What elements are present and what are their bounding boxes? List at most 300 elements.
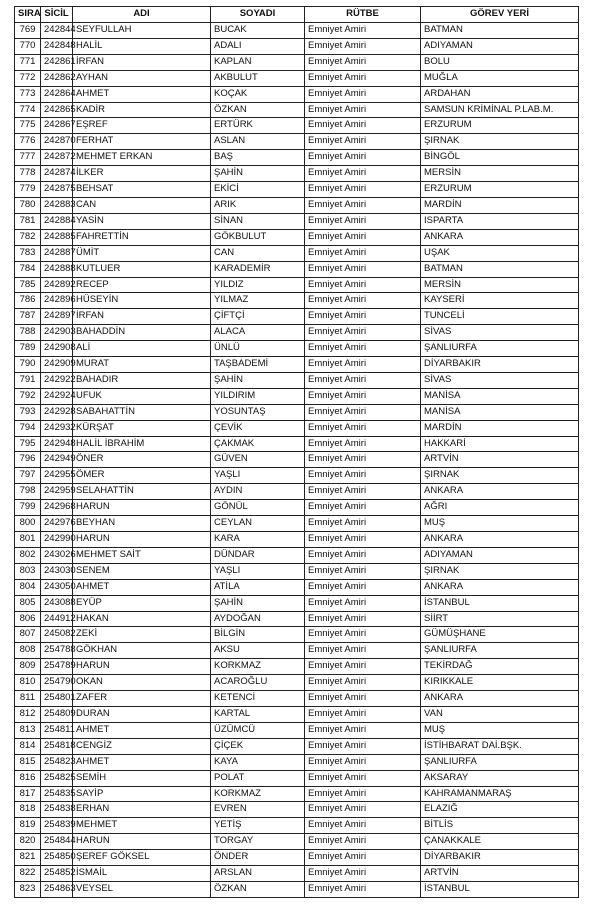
cell-gorev-yeri: MANİSA: [421, 404, 579, 420]
cell-adi: AYHAN: [73, 70, 211, 86]
cell-rutbe: Emniyet Amiri: [305, 675, 421, 691]
cell-sicil: 244912: [41, 611, 73, 627]
cell-gorev-yeri: DİYARBAKIR: [421, 357, 579, 373]
cell-sicil: 242924: [41, 388, 73, 404]
cell-adi: BEHSAT: [73, 182, 211, 198]
cell-gorev-yeri: ADIYAMAN: [421, 38, 579, 54]
cell-sira: 792: [15, 388, 41, 404]
cell-sicil: 254788: [41, 643, 73, 659]
cell-sira: 815: [15, 754, 41, 770]
cell-sicil: 242883: [41, 197, 73, 213]
cell-sira: 794: [15, 420, 41, 436]
cell-soyadi: ÇEVİK: [211, 420, 305, 436]
cell-soyadi: KARA: [211, 532, 305, 548]
cell-gorev-yeri: MANİSA: [421, 388, 579, 404]
cell-soyadi: ASLAN: [211, 134, 305, 150]
cell-sicil: 254789: [41, 659, 73, 675]
cell-sira: 769: [15, 23, 41, 39]
cell-rutbe: Emniyet Amiri: [305, 325, 421, 341]
cell-gorev-yeri: ISPARTA: [421, 213, 579, 229]
cell-soyadi: ŞAHİN: [211, 166, 305, 182]
table-row: [15, 786, 579, 802]
cell-adi: ÜMİT: [73, 245, 211, 261]
cell-rutbe: Emniyet Amiri: [305, 54, 421, 70]
cell-adi: MEHMET ERKAN: [73, 150, 211, 166]
cell-adi: MEHMET SAİT: [73, 547, 211, 563]
cell-soyadi: ÖZKAN: [211, 881, 305, 897]
cell-rutbe: Emniyet Amiri: [305, 38, 421, 54]
cell-soyadi: TAŞBADEMİ: [211, 357, 305, 373]
header-gorev-yeri: GÖREV YERİ: [421, 7, 579, 23]
cell-sicil: 242848: [41, 38, 73, 54]
cell-sira: 798: [15, 484, 41, 500]
table-row: [15, 372, 579, 388]
cell-adi: AHMET: [73, 754, 211, 770]
cell-soyadi: KAYA: [211, 754, 305, 770]
cell-gorev-yeri: ANKARA: [421, 579, 579, 595]
cell-sira: 791: [15, 372, 41, 388]
cell-adi: İRFAN: [73, 309, 211, 325]
cell-sira: 787: [15, 309, 41, 325]
table-row: [15, 197, 579, 213]
cell-rutbe: Emniyet Amiri: [305, 23, 421, 39]
table-row: [15, 468, 579, 484]
cell-gorev-yeri: KAHRAMANMARAŞ: [421, 786, 579, 802]
cell-gorev-yeri: MERSİN: [421, 166, 579, 182]
cell-sira: 812: [15, 706, 41, 722]
cell-rutbe: Emniyet Amiri: [305, 532, 421, 548]
cell-soyadi: ATİLA: [211, 579, 305, 595]
cell-sicil: 242955: [41, 468, 73, 484]
cell-rutbe: Emniyet Amiri: [305, 881, 421, 897]
cell-sira: 801: [15, 532, 41, 548]
cell-gorev-yeri: AKSARAY: [421, 770, 579, 786]
cell-adi: HARUN: [73, 500, 211, 516]
cell-sicil: 242874: [41, 166, 73, 182]
table-row: [15, 881, 579, 897]
cell-rutbe: Emniyet Amiri: [305, 420, 421, 436]
cell-sicil: 243088: [41, 595, 73, 611]
cell-sira: 789: [15, 341, 41, 357]
cell-rutbe: Emniyet Amiri: [305, 309, 421, 325]
cell-gorev-yeri: ADIYAMAN: [421, 547, 579, 563]
cell-adi: SABAHATTİN: [73, 404, 211, 420]
cell-rutbe: Emniyet Amiri: [305, 70, 421, 86]
table-row: [15, 134, 579, 150]
cell-rutbe: Emniyet Amiri: [305, 850, 421, 866]
cell-sicil: 254850: [41, 850, 73, 866]
cell-sira: 810: [15, 675, 41, 691]
cell-soyadi: SİNAN: [211, 213, 305, 229]
cell-rutbe: Emniyet Amiri: [305, 516, 421, 532]
cell-sira: 818: [15, 802, 41, 818]
cell-adi: HÜSEYİN: [73, 293, 211, 309]
cell-soyadi: DÜNDAR: [211, 547, 305, 563]
cell-gorev-yeri: SİVAS: [421, 372, 579, 388]
table-row: [15, 722, 579, 738]
cell-adi: KÜRŞAT: [73, 420, 211, 436]
cell-sicil: 242862: [41, 70, 73, 86]
cell-gorev-yeri: TEKİRDAĞ: [421, 659, 579, 675]
cell-sicil: 254852: [41, 866, 73, 882]
cell-rutbe: Emniyet Amiri: [305, 691, 421, 707]
table-row: [15, 38, 579, 54]
header-rutbe: RÜTBE: [305, 7, 421, 23]
cell-adi: ÖMER: [73, 468, 211, 484]
cell-soyadi: YILDIRIM: [211, 388, 305, 404]
table-header: [15, 7, 579, 23]
cell-sicil: 254825: [41, 770, 73, 786]
cell-soyadi: ÇAKMAK: [211, 436, 305, 452]
cell-sira: 799: [15, 500, 41, 516]
cell-rutbe: Emniyet Amiri: [305, 118, 421, 134]
table-row: [15, 102, 579, 118]
table-row: [15, 706, 579, 722]
cell-rutbe: Emniyet Amiri: [305, 245, 421, 261]
cell-adi: FERHAT: [73, 134, 211, 150]
cell-soyadi: POLAT: [211, 770, 305, 786]
cell-soyadi: ARIK: [211, 197, 305, 213]
cell-adi: AHMET: [73, 722, 211, 738]
cell-sira: 800: [15, 516, 41, 532]
cell-sira: 804: [15, 579, 41, 595]
cell-gorev-yeri: İSTANBUL: [421, 595, 579, 611]
cell-adi: ŞEREF GÖKSEL: [73, 850, 211, 866]
cell-sira: 816: [15, 770, 41, 786]
cell-sira: 774: [15, 102, 41, 118]
cell-rutbe: Emniyet Amiri: [305, 452, 421, 468]
cell-soyadi: ÖNDER: [211, 850, 305, 866]
table-row: [15, 388, 579, 404]
cell-soyadi: ÜZÜMCÜ: [211, 722, 305, 738]
table-row: [15, 547, 579, 563]
cell-adi: BAHADDİN: [73, 325, 211, 341]
cell-soyadi: YAŞLI: [211, 563, 305, 579]
cell-adi: BEYHAN: [73, 516, 211, 532]
cell-adi: AHMET: [73, 86, 211, 102]
cell-adi: ALİ: [73, 341, 211, 357]
cell-soyadi: ACAROĞLU: [211, 675, 305, 691]
cell-rutbe: Emniyet Amiri: [305, 388, 421, 404]
cell-soyadi: AKSU: [211, 643, 305, 659]
cell-sira: 782: [15, 229, 41, 245]
table-row: [15, 23, 579, 39]
cell-sicil: 242909: [41, 357, 73, 373]
cell-soyadi: KARTAL: [211, 706, 305, 722]
cell-adi: GÖKHAN: [73, 643, 211, 659]
table-row: [15, 818, 579, 834]
cell-rutbe: Emniyet Amiri: [305, 595, 421, 611]
cell-adi: CENGİZ: [73, 738, 211, 754]
cell-soyadi: ÇİÇEK: [211, 738, 305, 754]
header-soyadi: SOYADI: [211, 7, 305, 23]
cell-sicil: 242922: [41, 372, 73, 388]
table-row: [15, 563, 579, 579]
cell-soyadi: KORKMAZ: [211, 659, 305, 675]
cell-gorev-yeri: BATMAN: [421, 261, 579, 277]
cell-soyadi: AYDIN: [211, 484, 305, 500]
cell-adi: DURAN: [73, 706, 211, 722]
cell-soyadi: EKİCİ: [211, 182, 305, 198]
table-row: [15, 420, 579, 436]
document-page: [14, 6, 578, 898]
cell-soyadi: TORGAY: [211, 834, 305, 850]
cell-rutbe: Emniyet Amiri: [305, 341, 421, 357]
cell-soyadi: ŞAHİN: [211, 595, 305, 611]
cell-gorev-yeri: SAMSUN KRİMİNAL P.LAB.M.: [421, 102, 579, 118]
cell-sicil: 243026: [41, 547, 73, 563]
cell-soyadi: YAŞLI: [211, 468, 305, 484]
table-row: [15, 802, 579, 818]
cell-sira: 795: [15, 436, 41, 452]
cell-soyadi: YILMAZ: [211, 293, 305, 309]
cell-sicil: 254844: [41, 834, 73, 850]
table-row: [15, 357, 579, 373]
cell-adi: SEYFULLAH: [73, 23, 211, 39]
cell-rutbe: Emniyet Amiri: [305, 834, 421, 850]
cell-sicil: 242892: [41, 277, 73, 293]
cell-sicil: 242861: [41, 54, 73, 70]
cell-soyadi: GÖKBULUT: [211, 229, 305, 245]
table-row: [15, 866, 579, 882]
cell-sira: 786: [15, 293, 41, 309]
cell-adi: MEHMET: [73, 818, 211, 834]
cell-rutbe: Emniyet Amiri: [305, 866, 421, 882]
cell-sicil: 242884: [41, 213, 73, 229]
cell-sira: 811: [15, 691, 41, 707]
cell-rutbe: Emniyet Amiri: [305, 547, 421, 563]
cell-gorev-yeri: HAKKARİ: [421, 436, 579, 452]
cell-adi: İRFAN: [73, 54, 211, 70]
cell-adi: İSMAİL: [73, 866, 211, 882]
cell-sira: 807: [15, 627, 41, 643]
cell-gorev-yeri: BİNGÖL: [421, 150, 579, 166]
cell-sicil: 243030: [41, 563, 73, 579]
cell-sira: 779: [15, 182, 41, 198]
cell-sicil: 242976: [41, 516, 73, 532]
cell-gorev-yeri: TUNCELİ: [421, 309, 579, 325]
cell-sicil: 254811: [41, 722, 73, 738]
cell-rutbe: Emniyet Amiri: [305, 436, 421, 452]
cell-sicil: 254823: [41, 754, 73, 770]
cell-soyadi: CEYLAN: [211, 516, 305, 532]
cell-gorev-yeri: VAN: [421, 706, 579, 722]
table-row: [15, 213, 579, 229]
table-row: [15, 691, 579, 707]
cell-sira: 770: [15, 38, 41, 54]
table-row: [15, 500, 579, 516]
cell-adi: OKAN: [73, 675, 211, 691]
cell-rutbe: Emniyet Amiri: [305, 643, 421, 659]
cell-gorev-yeri: SİVAS: [421, 325, 579, 341]
cell-sicil: 242928: [41, 404, 73, 420]
cell-rutbe: Emniyet Amiri: [305, 770, 421, 786]
cell-adi: BAHADIR: [73, 372, 211, 388]
cell-gorev-yeri: ANKARA: [421, 484, 579, 500]
cell-rutbe: Emniyet Amiri: [305, 484, 421, 500]
cell-sira: 808: [15, 643, 41, 659]
cell-soyadi: ALACA: [211, 325, 305, 341]
cell-soyadi: KAPLAN: [211, 54, 305, 70]
table-row: [15, 54, 579, 70]
cell-sicil: 254790: [41, 675, 73, 691]
cell-soyadi: YILDIZ: [211, 277, 305, 293]
cell-adi: VEYSEL: [73, 881, 211, 897]
cell-rutbe: Emniyet Amiri: [305, 468, 421, 484]
table-row: [15, 834, 579, 850]
table-row: [15, 309, 579, 325]
cell-sicil: 243050: [41, 579, 73, 595]
cell-sira: 776: [15, 134, 41, 150]
cell-soyadi: AYDOĞAN: [211, 611, 305, 627]
cell-soyadi: KORKMAZ: [211, 786, 305, 802]
cell-sira: 817: [15, 786, 41, 802]
cell-soyadi: EVREN: [211, 802, 305, 818]
cell-rutbe: Emniyet Amiri: [305, 357, 421, 373]
cell-adi: KUTLUER: [73, 261, 211, 277]
cell-adi: HALİL İBRAHİM: [73, 436, 211, 452]
table-row: [15, 86, 579, 102]
cell-sira: 777: [15, 150, 41, 166]
cell-adi: RECEP: [73, 277, 211, 293]
cell-sicil: 242897: [41, 309, 73, 325]
table-row: [15, 627, 579, 643]
cell-adi: SEMİH: [73, 770, 211, 786]
cell-sicil: 242864: [41, 86, 73, 102]
cell-sicil: 254801: [41, 691, 73, 707]
cell-rutbe: Emniyet Amiri: [305, 166, 421, 182]
cell-rutbe: Emniyet Amiri: [305, 229, 421, 245]
cell-sira: 821: [15, 850, 41, 866]
cell-sira: 772: [15, 70, 41, 86]
cell-soyadi: ADALI: [211, 38, 305, 54]
cell-rutbe: Emniyet Amiri: [305, 86, 421, 102]
cell-gorev-yeri: MARDİN: [421, 420, 579, 436]
cell-gorev-yeri: ŞANLIURFA: [421, 643, 579, 659]
cell-soyadi: BUCAK: [211, 23, 305, 39]
table-row: [15, 484, 579, 500]
cell-adi: HAKAN: [73, 611, 211, 627]
cell-sicil: 254809: [41, 706, 73, 722]
header-row: [15, 7, 579, 23]
cell-soyadi: ÖZKAN: [211, 102, 305, 118]
cell-gorev-yeri: GÜMÜŞHANE: [421, 627, 579, 643]
cell-rutbe: Emniyet Amiri: [305, 500, 421, 516]
cell-sira: 790: [15, 357, 41, 373]
cell-soyadi: GÜVEN: [211, 452, 305, 468]
cell-sira: 778: [15, 166, 41, 182]
table-row: [15, 643, 579, 659]
cell-gorev-yeri: BİTLİS: [421, 818, 579, 834]
cell-gorev-yeri: MUĞLA: [421, 70, 579, 86]
cell-soyadi: KETENCİ: [211, 691, 305, 707]
table-row: [15, 850, 579, 866]
cell-gorev-yeri: AĞRI: [421, 500, 579, 516]
cell-sira: 773: [15, 86, 41, 102]
cell-sicil: 254835: [41, 786, 73, 802]
cell-adi: ZAFER: [73, 691, 211, 707]
cell-gorev-yeri: KIRIKKALE: [421, 675, 579, 691]
cell-gorev-yeri: ERZURUM: [421, 182, 579, 198]
cell-gorev-yeri: İSTİHBARAT DAİ.BŞK.: [421, 738, 579, 754]
cell-adi: ZEKİ: [73, 627, 211, 643]
cell-rutbe: Emniyet Amiri: [305, 134, 421, 150]
cell-soyadi: ARSLAN: [211, 866, 305, 882]
cell-gorev-yeri: ANKARA: [421, 229, 579, 245]
cell-sira: 783: [15, 245, 41, 261]
cell-sicil: 242896: [41, 293, 73, 309]
table-row: [15, 659, 579, 675]
cell-gorev-yeri: ARDAHAN: [421, 86, 579, 102]
cell-rutbe: Emniyet Amiri: [305, 150, 421, 166]
cell-soyadi: CAN: [211, 245, 305, 261]
cell-sicil: 242844: [41, 23, 73, 39]
cell-soyadi: GÖNÜL: [211, 500, 305, 516]
table-row: [15, 325, 579, 341]
cell-soyadi: ÇİFTÇİ: [211, 309, 305, 325]
cell-sicil: 254839: [41, 818, 73, 834]
table-row: [15, 118, 579, 134]
table-row: [15, 166, 579, 182]
cell-sicil: 242870: [41, 134, 73, 150]
cell-adi: HARUN: [73, 659, 211, 675]
cell-adi: YASİN: [73, 213, 211, 229]
table-row: [15, 770, 579, 786]
cell-adi: ERHAN: [73, 802, 211, 818]
cell-rutbe: Emniyet Amiri: [305, 197, 421, 213]
cell-rutbe: Emniyet Amiri: [305, 579, 421, 595]
cell-sira: 785: [15, 277, 41, 293]
table-row: [15, 150, 579, 166]
cell-sicil: 242968: [41, 500, 73, 516]
cell-sira: 788: [15, 325, 41, 341]
cell-sira: 780: [15, 197, 41, 213]
cell-rutbe: Emniyet Amiri: [305, 404, 421, 420]
cell-soyadi: ŞAHİN: [211, 372, 305, 388]
cell-gorev-yeri: İSTANBUL: [421, 881, 579, 897]
cell-rutbe: Emniyet Amiri: [305, 213, 421, 229]
cell-adi: MURAT: [73, 357, 211, 373]
cell-gorev-yeri: ARTVİN: [421, 452, 579, 468]
cell-rutbe: Emniyet Amiri: [305, 706, 421, 722]
cell-sira: 802: [15, 547, 41, 563]
cell-soyadi: BAŞ: [211, 150, 305, 166]
cell-rutbe: Emniyet Amiri: [305, 786, 421, 802]
cell-sicil: 242932: [41, 420, 73, 436]
cell-sicil: 242885: [41, 229, 73, 245]
cell-gorev-yeri: ÇANAKKALE: [421, 834, 579, 850]
cell-gorev-yeri: MUŞ: [421, 722, 579, 738]
header-adi: ADI: [73, 7, 211, 23]
cell-adi: EŞREF: [73, 118, 211, 134]
cell-adi: SENEM: [73, 563, 211, 579]
cell-gorev-yeri: MARDİN: [421, 197, 579, 213]
cell-rutbe: Emniyet Amiri: [305, 722, 421, 738]
table-row: [15, 182, 579, 198]
cell-sicil: 254838: [41, 802, 73, 818]
cell-soyadi: YOSUNTAŞ: [211, 404, 305, 420]
cell-rutbe: Emniyet Amiri: [305, 611, 421, 627]
cell-gorev-yeri: DİYARBAKIR: [421, 850, 579, 866]
cell-sira: 803: [15, 563, 41, 579]
table-row: [15, 579, 579, 595]
cell-gorev-yeri: MERSİN: [421, 277, 579, 293]
cell-sira: 793: [15, 404, 41, 420]
cell-sicil: 242949: [41, 452, 73, 468]
cell-gorev-yeri: KAYSERİ: [421, 293, 579, 309]
table-row: [15, 611, 579, 627]
cell-soyadi: AKBULUT: [211, 70, 305, 86]
